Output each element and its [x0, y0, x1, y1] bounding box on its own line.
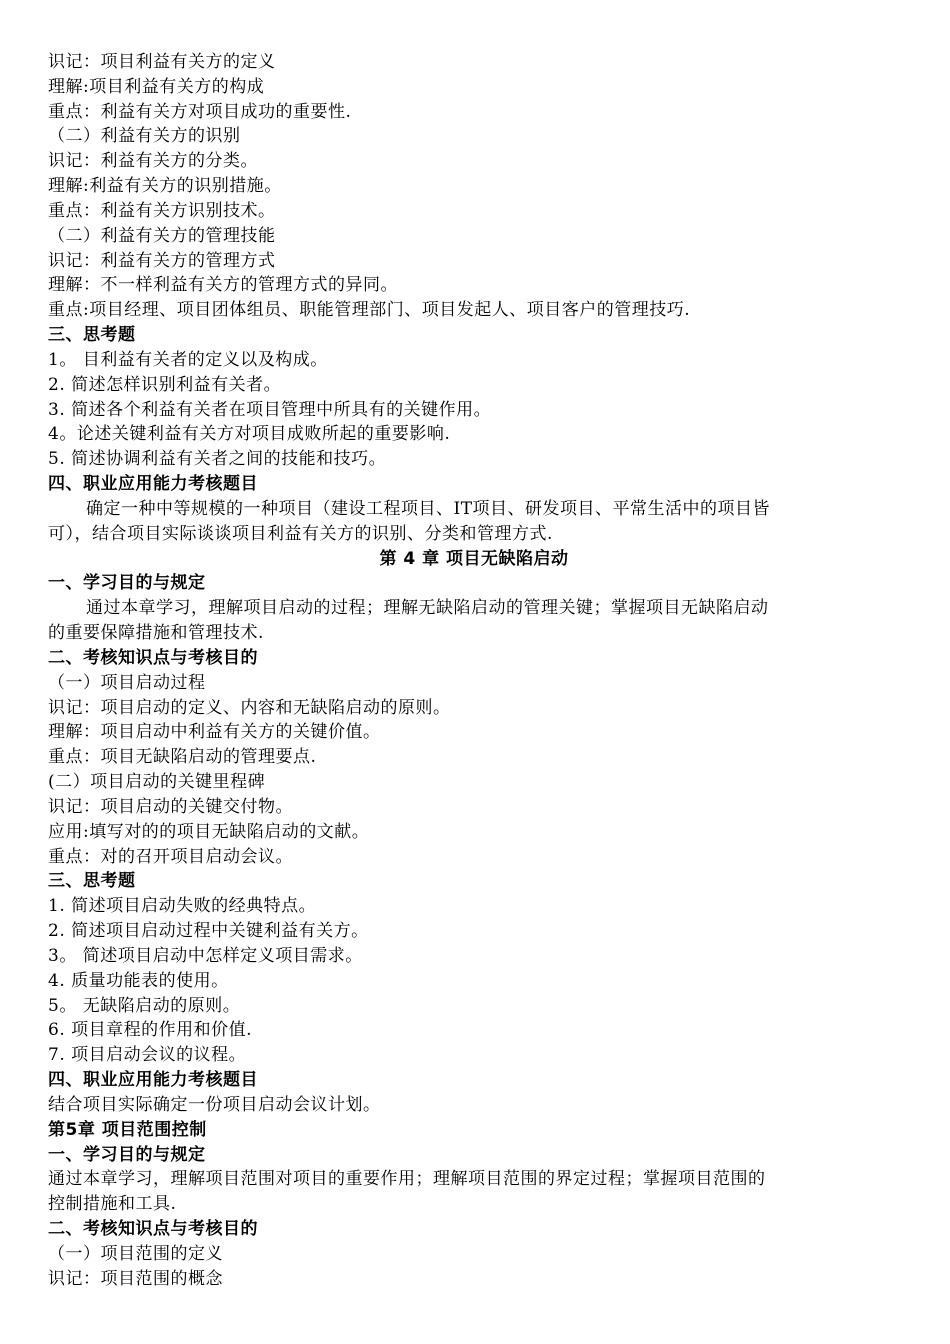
text-line: 重点:项目经理、项目团体组员、职能管理部门、项目发起人、项目客户的管理技巧. — [48, 300, 691, 320]
section-heading: 二、考核知识点与考核目的 — [48, 1219, 258, 1239]
text-line: 识记：利益有关方的分类。 — [48, 151, 258, 171]
text-line: 控制措施和工具. — [48, 1194, 177, 1214]
text-line: （二）利益有关方的识别 — [48, 126, 241, 146]
text-line: 重点：利益有关方对项目成功的重要性. — [48, 102, 352, 122]
text-line: （一）项目启动过程 — [48, 673, 206, 693]
text-line: 重点：利益有关方识别技术。 — [48, 201, 276, 221]
text-line: 7. 项目启动会议的议程。 — [48, 1045, 247, 1065]
text-line: 可），结合项目实际谈谈项目利益有关方的识别、分类和管理方式. — [48, 524, 553, 544]
text-line: 重点：对的召开项目启动会议。 — [48, 847, 293, 867]
section-heading: 四、职业应用能力考核题目 — [48, 1070, 258, 1090]
text-line: 1. 简述项目启动失败的经典特点。 — [48, 896, 317, 916]
section-heading: 一、学习目的与规定 — [48, 1145, 206, 1165]
text-line: 重点：项目无缺陷启动的管理要点. — [48, 747, 317, 767]
text-line: 理解：项目启动中利益有关方的关键价值。 — [48, 722, 381, 742]
section-heading: 二、考核知识点与考核目的 — [48, 648, 258, 668]
text-line: 2. 简述项目启动过程中关键利益有关方。 — [48, 921, 369, 941]
text-line: 4。论述关键利益有关方对项目成败所起的重要影响. — [48, 424, 451, 444]
text-line: 识记：利益有关方的管理方式 — [48, 251, 276, 271]
text-line: 确定一种中等规模的一种项目（建设工程项目、IT项目、研发项目、平常生活中的项目皆 — [86, 499, 771, 519]
text-line: 应用:填写对的的项目无缺陷启动的文献。 — [48, 822, 370, 842]
text-line: （一）项目范围的定义 — [48, 1244, 223, 1264]
text-line: （二）利益有关方的管理技能 — [48, 226, 276, 246]
section-heading: 三、思考题 — [48, 325, 136, 345]
text-line: (二）项目启动的关键里程碑 — [48, 772, 266, 792]
text-line: 1。 目利益有关者的定义以及构成。 — [48, 350, 328, 370]
text-line: 理解:项目利益有关方的构成 — [48, 77, 265, 97]
chapter-title: 第5章 项目范围控制 — [48, 1120, 207, 1140]
text-line: 结合项目实际确定一份项目启动会议计划。 — [48, 1095, 381, 1115]
text-line: 3. 简述各个利益有关者在项目管理中所具有的关键作用。 — [48, 400, 492, 420]
text-line: 6. 项目章程的作用和价值. — [48, 1020, 253, 1040]
text-line: 通过本章学习，理解项目启动的过程；理解无缺陷启动的管理关键；掌握项目无缺陷启动 — [86, 598, 769, 618]
section-heading: 一、学习目的与规定 — [48, 573, 206, 593]
section-heading: 四、职业应用能力考核题目 — [48, 474, 258, 494]
text-line: 的重要保障措施和管理技术. — [48, 623, 264, 643]
text-line: 理解:利益有关方的识别措施。 — [48, 176, 282, 196]
text-line: 5。 无缺陷启动的原则。 — [48, 996, 241, 1016]
chapter-title: 第 4 章 项目无缺陷启动 — [379, 549, 569, 569]
text-line: 识记：项目利益有关方的定义 — [48, 52, 276, 72]
text-line: 识记：项目启动的定义、内容和无缺陷启动的原则。 — [48, 698, 451, 718]
text-line: 识记：项目范围的概念 — [48, 1269, 223, 1289]
text-line: 5. 简述协调利益有关者之间的技能和技巧。 — [48, 449, 387, 469]
text-line: 识记：项目启动的关键交付物。 — [48, 797, 293, 817]
text-line: 理解：不一样利益有关方的管理方式的异同。 — [48, 275, 398, 295]
text-line: 3。 简述项目启动中怎样定义项目需求。 — [48, 946, 363, 966]
text-line: 2. 简述怎样识别利益有关者。 — [48, 375, 282, 395]
text-line: 通过本章学习，理解项目范围对项目的重要作用；理解项目范围的界定过程；掌握项目范围的 — [48, 1169, 766, 1189]
section-heading: 三、思考题 — [48, 871, 136, 891]
text-line: 4. 质量功能表的使用。 — [48, 971, 229, 991]
